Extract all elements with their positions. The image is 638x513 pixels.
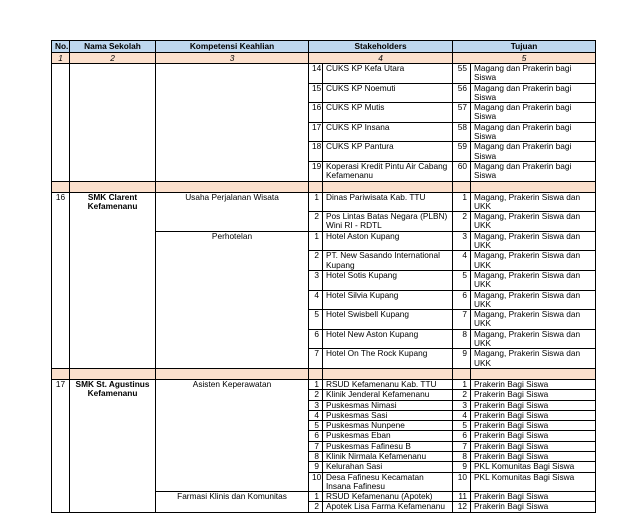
stakeholder-number: 8 xyxy=(309,451,323,461)
tujuan-number: 10 xyxy=(453,472,471,492)
tujuan-number: 5 xyxy=(453,421,471,431)
stakeholder-number: 17 xyxy=(309,122,323,142)
tujuan-text: Prakerin Bagi Siswa xyxy=(471,431,596,441)
tujuan-text: Magang dan Prakerin bagi Siswa xyxy=(471,161,596,181)
col-number: 1 xyxy=(52,53,70,64)
tujuan-number: 12 xyxy=(453,502,471,512)
stakeholder-number: 2 xyxy=(309,390,323,400)
tujuan-text: Prakerin Bagi Siswa xyxy=(471,379,596,389)
column-number-row xyxy=(52,53,596,64)
separator-cell xyxy=(52,181,70,192)
tujuan-text: Prakerin Bagi Siswa xyxy=(471,400,596,410)
stakeholder-name: Puskesmas Eban xyxy=(323,431,453,441)
stakeholder-name: Koperasi Kredit Pintu Air Cabang Kefamenanu xyxy=(323,161,453,181)
header-tujuan: Tujuan xyxy=(453,41,596,53)
tujuan-number: 1 xyxy=(453,379,471,389)
stakeholder-number: 2 xyxy=(309,502,323,512)
stakeholder-name: Pos Lintas Batas Negara (PLBN) Wini RI - RDTL xyxy=(323,212,453,232)
tujuan-number: 6 xyxy=(453,290,471,310)
tujuan-text: Magang, Prakerin Siswa dan UKK xyxy=(471,251,596,271)
header-row xyxy=(52,41,596,53)
tujuan-text: Prakerin Bagi Siswa xyxy=(471,492,596,502)
tujuan-text: Prakerin Bagi Siswa xyxy=(471,502,596,512)
tujuan-text: Prakerin Bagi Siswa xyxy=(471,410,596,420)
tujuan-number: 9 xyxy=(453,349,471,369)
separator-cell xyxy=(156,368,309,379)
tujuan-number: 2 xyxy=(453,390,471,400)
tujuan-text: Magang dan Prakerin bagi Siswa xyxy=(471,103,596,123)
tujuan-text: Magang dan Prakerin bagi Siswa xyxy=(471,122,596,142)
stakeholder-number: 1 xyxy=(309,379,323,389)
stakeholder-name: Apotek Lisa Farma Kefamenanu xyxy=(323,502,453,512)
stakeholder-number: 1 xyxy=(309,192,323,212)
no-cell xyxy=(52,64,70,182)
competency-name: Perhotelan xyxy=(156,231,309,368)
separator-cell xyxy=(309,368,323,379)
stakeholder-name: Puskesmas Nunpene xyxy=(323,421,453,431)
stakeholder-number: 4 xyxy=(309,410,323,420)
tujuan-number: 57 xyxy=(453,103,471,123)
stakeholder-number: 1 xyxy=(309,492,323,502)
tujuan-text: Magang dan Prakerin bagi Siswa xyxy=(471,142,596,162)
tujuan-number: 2 xyxy=(453,212,471,232)
stakeholder-name: PT. New Sasando International Kupang xyxy=(323,251,453,271)
stakeholder-name: Hotel New Aston Kupang xyxy=(323,329,453,349)
header-stakeholders: Stakeholders xyxy=(309,41,453,53)
stakeholder-name: Dinas Pariwisata Kab. TTU xyxy=(323,192,453,212)
competency-name: Farmasi Klinis dan Komunitas xyxy=(156,492,309,513)
separator-cell xyxy=(453,181,471,192)
stakeholder-name: Desa Fafinesu Kecamatan Insana Fafinesu xyxy=(323,472,453,492)
stakeholder-number: 6 xyxy=(309,431,323,441)
separator-cell xyxy=(471,181,596,192)
tujuan-text: Prakerin Bagi Siswa xyxy=(471,451,596,461)
stakeholder-name: RSUD Kefamenanu Kab. TTU xyxy=(323,379,453,389)
stakeholder-name: Hotel On The Rock Kupang xyxy=(323,349,453,369)
stakeholder-number: 5 xyxy=(309,421,323,431)
tujuan-number: 11 xyxy=(453,492,471,502)
col-number: 3 xyxy=(156,53,309,64)
tujuan-number: 9 xyxy=(453,462,471,472)
tujuan-number: 59 xyxy=(453,142,471,162)
stakeholder-name: CUKS KP Kefa Utara xyxy=(323,64,453,84)
competency-name: Asisten Keperawatan xyxy=(156,379,309,491)
separator-cell xyxy=(323,368,453,379)
school-number: 17 xyxy=(52,379,70,512)
tujuan-number: 5 xyxy=(453,270,471,290)
col-number: 5 xyxy=(453,53,596,64)
stakeholder-number: 2 xyxy=(309,212,323,232)
school-name: SMK St. Agustinus Kefamenanu xyxy=(70,379,156,512)
stakeholder-number: 5 xyxy=(309,310,323,330)
table-row xyxy=(52,192,596,212)
stakeholder-number: 10 xyxy=(309,472,323,492)
tujuan-number: 58 xyxy=(453,122,471,142)
stakeholder-number: 14 xyxy=(309,64,323,84)
tujuan-text: Prakerin Bagi Siswa xyxy=(471,441,596,451)
separator-cell xyxy=(52,368,70,379)
competency-name: Usaha Perjalanan Wisata xyxy=(156,192,309,231)
tujuan-number: 1 xyxy=(453,192,471,212)
stakeholder-name: Hotel Sotis Kupang xyxy=(323,270,453,290)
stakeholder-name: Kelurahan Sasi xyxy=(323,462,453,472)
stakeholder-number: 7 xyxy=(309,441,323,451)
stakeholder-name: Hotel Silvia Kupang xyxy=(323,290,453,310)
separator-row xyxy=(52,181,596,192)
header-no: No. xyxy=(52,41,70,53)
stakeholder-number: 9 xyxy=(309,462,323,472)
stakeholder-number: 7 xyxy=(309,349,323,369)
stakeholder-name: CUKS KP Mutis xyxy=(323,103,453,123)
tujuan-text: Magang, Prakerin Siswa dan UKK xyxy=(471,212,596,232)
stakeholder-table xyxy=(51,40,596,513)
tujuan-text: Magang, Prakerin Siswa dan UKK xyxy=(471,349,596,369)
col-number: 2 xyxy=(70,53,156,64)
tujuan-number: 56 xyxy=(453,83,471,103)
stakeholder-number: 3 xyxy=(309,270,323,290)
tujuan-number: 4 xyxy=(453,410,471,420)
stakeholder-name: Hotel Aston Kupang xyxy=(323,231,453,251)
tujuan-number: 55 xyxy=(453,64,471,84)
stakeholder-name: CUKS KP Insana xyxy=(323,122,453,142)
table-row xyxy=(52,379,596,389)
stakeholder-name: RSUD Kefamenanu (Apotek) xyxy=(323,492,453,502)
stakeholder-number: 16 xyxy=(309,103,323,123)
table-row xyxy=(52,64,596,84)
separator-cell xyxy=(70,368,156,379)
tujuan-text: Prakerin Bagi Siswa xyxy=(471,421,596,431)
stakeholder-name: Klinik Nirmala Kefamenanu xyxy=(323,451,453,461)
separator-cell xyxy=(309,181,323,192)
tujuan-number: 3 xyxy=(453,400,471,410)
stakeholder-number: 1 xyxy=(309,231,323,251)
stakeholder-number: 2 xyxy=(309,251,323,271)
tujuan-text: Magang dan Prakerin bagi Siswa xyxy=(471,64,596,84)
tujuan-text: Magang, Prakerin Siswa dan UKK xyxy=(471,310,596,330)
tujuan-text: Magang dan Prakerin bagi Siswa xyxy=(471,83,596,103)
stakeholder-number: 6 xyxy=(309,329,323,349)
separator-cell xyxy=(453,368,471,379)
tujuan-number: 6 xyxy=(453,431,471,441)
stakeholder-name: Klinik Jenderal Kefamenanu xyxy=(323,390,453,400)
stakeholder-name: CUKS KP Pantura xyxy=(323,142,453,162)
tujuan-number: 8 xyxy=(453,451,471,461)
header-kompetensi: Kompetensi Keahlian xyxy=(156,41,309,53)
tujuan-number: 7 xyxy=(453,310,471,330)
separator-cell xyxy=(70,181,156,192)
school-number: 16 xyxy=(52,192,70,368)
stakeholder-name: Hotel Swisbell Kupang xyxy=(323,310,453,330)
stakeholder-number: 15 xyxy=(309,83,323,103)
stakeholder-number: 18 xyxy=(309,142,323,162)
tujuan-text: PKL Komunitas Bagi Siswa xyxy=(471,472,596,492)
school-name: SMK Clarent Kefamenanu xyxy=(70,192,156,368)
tujuan-number: 8 xyxy=(453,329,471,349)
stakeholder-number: 3 xyxy=(309,400,323,410)
tujuan-number: 7 xyxy=(453,441,471,451)
stakeholder-name: Puskesmas Sasi xyxy=(323,410,453,420)
tujuan-text: Magang, Prakerin Siswa dan UKK xyxy=(471,231,596,251)
col-number: 4 xyxy=(309,53,453,64)
tujuan-number: 60 xyxy=(453,161,471,181)
tujuan-text: Magang, Prakerin Siswa dan UKK xyxy=(471,270,596,290)
tujuan-text: Magang, Prakerin Siswa dan UKK xyxy=(471,290,596,310)
tujuan-text: PKL Komunitas Bagi Siswa xyxy=(471,462,596,472)
competency-cell xyxy=(156,64,309,182)
stakeholder-name: CUKS KP Noemuti xyxy=(323,83,453,103)
tujuan-text: Prakerin Bagi Siswa xyxy=(471,390,596,400)
stakeholder-name: Puskesmas Nimasi xyxy=(323,400,453,410)
separator-cell xyxy=(471,368,596,379)
stakeholder-number: 19 xyxy=(309,161,323,181)
school-cell xyxy=(70,64,156,182)
stakeholder-name: Puskesmas Fafinesu B xyxy=(323,441,453,451)
stakeholder-number: 4 xyxy=(309,290,323,310)
separator-row xyxy=(52,368,596,379)
tujuan-number: 4 xyxy=(453,251,471,271)
tujuan-text: Magang, Prakerin Siswa dan UKK xyxy=(471,329,596,349)
separator-cell xyxy=(156,181,309,192)
tujuan-text: Magang, Prakerin Siswa dan UKK xyxy=(471,192,596,212)
tujuan-number: 3 xyxy=(453,231,471,251)
separator-cell xyxy=(323,181,453,192)
header-nama-sekolah: Nama Sekolah xyxy=(70,41,156,53)
